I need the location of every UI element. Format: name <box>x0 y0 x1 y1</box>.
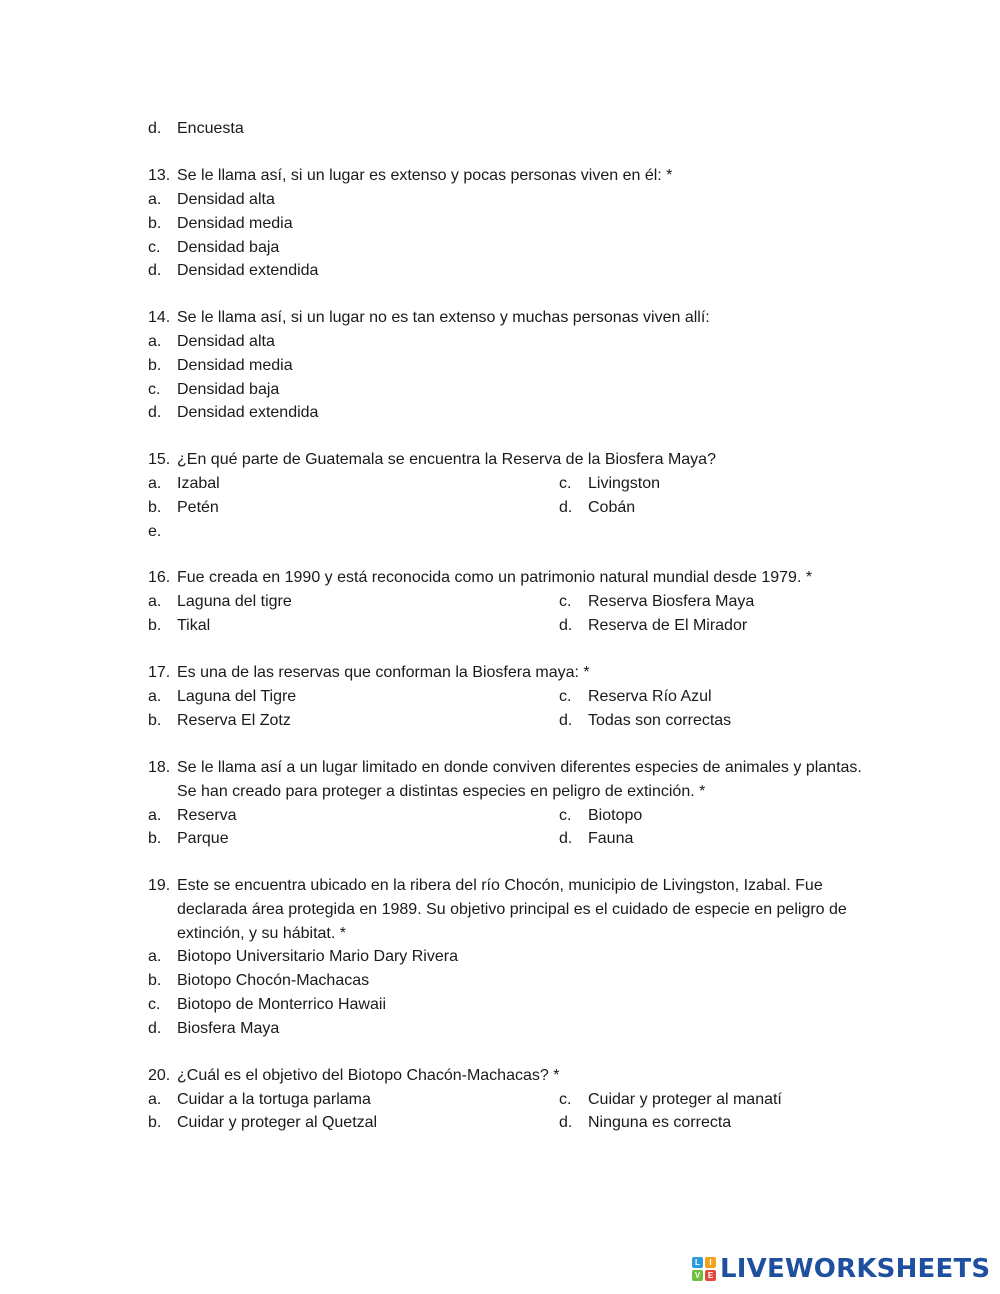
option-q16-d-label: d. <box>559 617 573 634</box>
option-q17-b-label: b. <box>148 712 162 729</box>
liveworksheets-logo-icon <box>692 1257 716 1281</box>
option-q18-d[interactable]: Fauna <box>588 830 634 847</box>
option-q20-b-label: b. <box>148 1114 162 1131</box>
option-q18-b[interactable]: Parque <box>177 830 229 847</box>
option-q17-a[interactable]: Laguna del Tigre <box>177 688 297 705</box>
option-q15-d[interactable]: Cobán <box>588 499 636 516</box>
option-q18-a[interactable]: Reserva <box>177 807 237 824</box>
logo-mark-l: L <box>692 1257 703 1268</box>
option-q18-a-label: a. <box>148 807 162 824</box>
option-q16-a[interactable]: Laguna del tigre <box>177 593 292 610</box>
option-q16-b-label: b. <box>148 617 162 634</box>
option-q17-c[interactable]: Reserva Río Azul <box>588 688 712 705</box>
option-q20-c-label: c. <box>559 1091 572 1108</box>
logo-mark-i: I <box>705 1257 716 1268</box>
logo-text: LIVEWORKSHEETS <box>720 1254 991 1284</box>
logo-mark-v: V <box>692 1270 703 1281</box>
option-q15-a[interactable]: Izabal <box>177 475 220 492</box>
option-q18-c[interactable]: Biotopo <box>588 807 643 824</box>
option-q16-c[interactable]: Reserva Biosfera Maya <box>588 593 755 610</box>
option-q16-b[interactable]: Tikal <box>177 617 211 634</box>
liveworksheets-logo <box>692 1253 990 1285</box>
option-q20-a-label: a. <box>148 1091 162 1108</box>
option-q20-c[interactable]: Cuidar y proteger al manatí <box>588 1091 782 1108</box>
option-q20-a[interactable]: Cuidar a la tortuga parlama <box>177 1091 371 1108</box>
option-q16-a-label: a. <box>148 593 162 610</box>
option-q16-c-label: c. <box>559 593 572 610</box>
option-q18-d-label: d. <box>559 830 573 847</box>
option-q17-b[interactable]: Reserva El Zotz <box>177 712 291 729</box>
option-q15-b[interactable]: Petén <box>177 499 219 516</box>
option-q20-d-label: d. <box>559 1114 573 1131</box>
option-q15-b-label: b. <box>148 499 162 516</box>
option-q18-c-label: c. <box>559 807 572 824</box>
option-q20-d[interactable]: Ninguna es correcta <box>588 1114 732 1131</box>
option-q18-b-label: b. <box>148 830 162 847</box>
logo-mark-e: E <box>705 1270 716 1281</box>
option-q17-c-label: c. <box>559 688 572 705</box>
option-q15-c-label: c. <box>559 475 572 492</box>
option-q17-a-label: a. <box>148 688 162 705</box>
option-q17-d[interactable]: Todas son correctas <box>588 712 732 729</box>
option-q15-a-label: a. <box>148 475 162 492</box>
option-q20-b[interactable]: Cuidar y proteger al Quetzal <box>177 1114 378 1131</box>
option-q15-d-label: d. <box>559 499 573 516</box>
option-q16-d[interactable]: Reserva de El Mirador <box>588 617 748 634</box>
option-q15-c[interactable]: Livingston <box>588 475 661 492</box>
option-q17-d-label: d. <box>559 712 573 729</box>
